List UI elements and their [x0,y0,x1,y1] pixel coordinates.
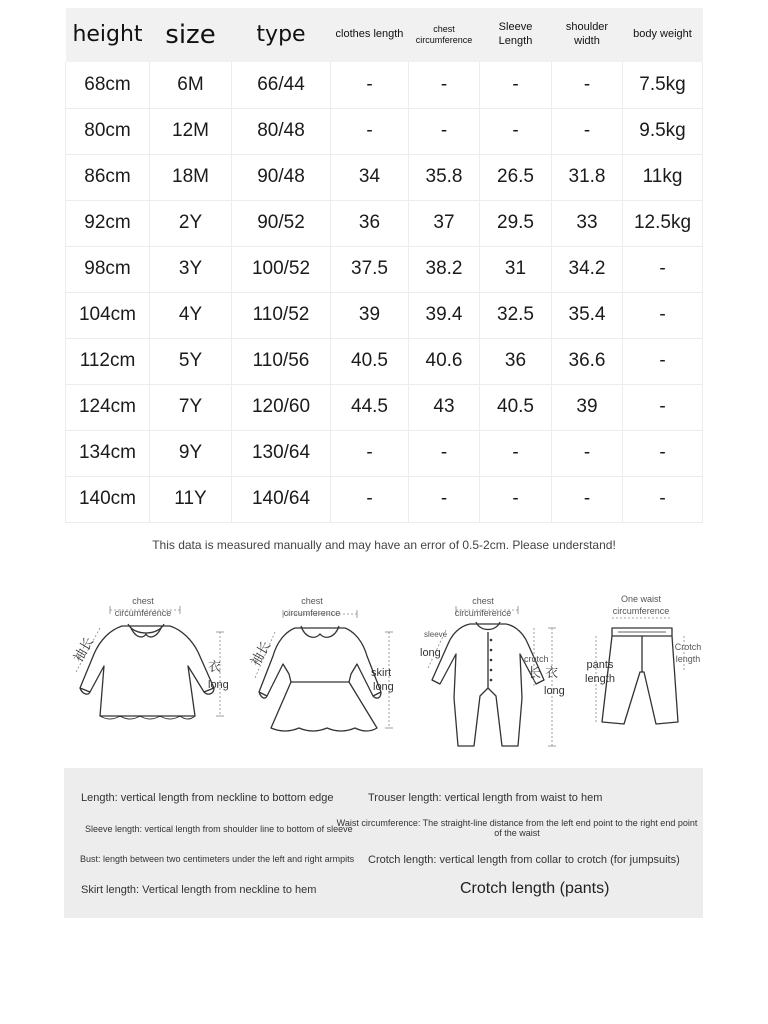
table-cell: - [409,108,480,154]
table-cell: - [623,292,703,338]
table-cell: 36 [480,338,552,384]
def-waist: Waist circumference: The straight-line distance from the left end point to the right end point of the waist [336,818,698,838]
table-cell: 98cm [66,246,150,292]
table-row [66,476,703,522]
table-cell: 130/64 [232,430,331,476]
header-chest-circumference: chest circumference [415,23,473,45]
dress-skirt-long-label: long [373,681,394,693]
table-header-row [66,8,703,62]
table-cell: - [623,246,703,292]
header-type: type [256,22,306,48]
table-cell: 39 [331,292,409,338]
pants-crotch-label: Crotch length [674,642,702,664]
table-cell: 40.5 [480,384,552,430]
table-cell: - [552,430,623,476]
table-cell: 33 [552,200,623,246]
table-cell: 80/48 [232,108,331,154]
table-cell: 2Y [150,200,232,246]
diagram-romper [418,588,578,753]
table-cell: 9.5kg [623,108,703,154]
table-cell: 40.6 [409,338,480,384]
table-cell: - [409,476,480,522]
table-cell: - [480,108,552,154]
diagram-dress [245,588,405,743]
table-cell: 38.2 [409,246,480,292]
def-length: Length: vertical length from neckline to bottom edge [81,792,334,804]
table-cell: - [552,476,623,522]
table-cell: 31.8 [552,154,623,200]
table-cell: 110/56 [232,338,331,384]
table-cell: - [331,476,409,522]
table-cell: 12M [150,108,232,154]
table-cell: 86cm [66,154,150,200]
table-row [66,62,703,108]
table-cell: 124cm [66,384,150,430]
diagram-pants [582,588,704,738]
table-cell: - [552,108,623,154]
table-cell: 32.5 [480,292,552,338]
def-trouser: Trouser length: vertical length from waist to hem [368,792,603,804]
table-cell: 134cm [66,430,150,476]
header-sleeve-length: Sleeve Length [498,21,533,47]
table-row [66,430,703,476]
diagram-top [70,588,240,738]
table-cell: 90/52 [232,200,331,246]
romper-crotch-label: crotch [524,654,549,664]
table-cell: 11kg [623,154,703,200]
table-row [66,154,703,200]
table-cell: 36.6 [552,338,623,384]
table-cell: 66/44 [232,62,331,108]
table-cell: - [623,338,703,384]
pants-length-label: pants length [585,659,615,686]
dress-skirt-label: skirt [371,667,392,679]
table-cell: - [552,62,623,108]
header-body-weight: body weight [633,28,692,41]
table-cell: - [331,62,409,108]
def-sleeve: Sleeve length: vertical length from shoulder line to bottom of sleeve [85,824,353,834]
romper-sleeve-long-label: long [420,647,441,659]
table-cell: - [409,430,480,476]
romper-length-cn-label: 长 衣 [528,666,559,681]
table-cell: - [623,430,703,476]
pants-waist-label: One waist circumference [612,594,670,616]
table-cell: 36 [331,200,409,246]
romper-chest-label: chest circumference [454,596,512,618]
table-cell: - [331,108,409,154]
table-cell: 6M [150,62,232,108]
table-cell: 5Y [150,338,232,384]
table-cell: 18M [150,154,232,200]
table-cell: - [480,62,552,108]
table-cell: 104cm [66,292,150,338]
table-cell: 110/52 [232,292,331,338]
top-length-en-label: long [208,679,229,691]
measurement-note: This data is measured manually and may have an error of 0.5-2cm. Please understand! [152,538,616,552]
table-cell: 35.8 [409,154,480,200]
table-cell: 68cm [66,62,150,108]
table-cell: 37.5 [331,246,409,292]
table-cell: 3Y [150,246,232,292]
table-cell: 80cm [66,108,150,154]
table-cell: - [623,384,703,430]
top-length-cn-label: 衣 [208,660,222,675]
table-cell: 39.4 [409,292,480,338]
table-row [66,384,703,430]
table-cell: 44.5 [331,384,409,430]
header-height: height [72,22,143,48]
table-cell: - [409,62,480,108]
table-cell: 100/52 [232,246,331,292]
top-chest-label: chest circumference [114,596,172,618]
romper-sleeve-label: sleeve [424,630,448,639]
def-bust: Bust: length between two centimeters under the left and right armpits [80,854,355,864]
table-cell: 35.4 [552,292,623,338]
table-cell: 37 [409,200,480,246]
def-skirt: Skirt length: Vertical length from neckline to hem [81,884,317,896]
table-cell: 92cm [66,200,150,246]
def-crotch: Crotch length: vertical length from collar to crotch (for jumpsuits) [368,854,680,866]
table-cell: - [331,430,409,476]
table-cell: 112cm [66,338,150,384]
table-cell: 40.5 [331,338,409,384]
definitions-panel [64,768,703,918]
table-cell: 140cm [66,476,150,522]
table-cell: - [480,476,552,522]
table-row [66,338,703,384]
romper-length-en-label: long [544,685,565,697]
top-sleeve-label: 袖长 [71,634,98,665]
size-chart-table [65,8,703,523]
table-row [66,292,703,338]
table-cell: 39 [552,384,623,430]
table-cell: 43 [409,384,480,430]
table-cell: 120/60 [232,384,331,430]
header-size: size [165,19,216,50]
table-cell: 11Y [150,476,232,522]
table-cell: - [480,430,552,476]
table-row [66,246,703,292]
dress-sleeve-label: 袖长 [248,638,275,669]
table-cell: 12.5kg [623,200,703,246]
table-cell: - [623,476,703,522]
table-cell: 4Y [150,292,232,338]
header-clothes-length: clothes length [335,28,404,41]
table-row [66,108,703,154]
header-shoulder-width: shoulder width [565,21,609,47]
table-cell: 31 [480,246,552,292]
table-body [66,62,703,522]
table-cell: 90/48 [232,154,331,200]
dress-chest-label: chest circumference [283,596,341,618]
table-cell: 34 [331,154,409,200]
table-cell: 7.5kg [623,62,703,108]
def-crotch-pants: Crotch length (pants) [460,880,610,897]
table-row [66,200,703,246]
table-cell: 7Y [150,384,232,430]
table-cell: 26.5 [480,154,552,200]
table-cell: 29.5 [480,200,552,246]
table-cell: 140/64 [232,476,331,522]
table-cell: 34.2 [552,246,623,292]
table-cell: 9Y [150,430,232,476]
